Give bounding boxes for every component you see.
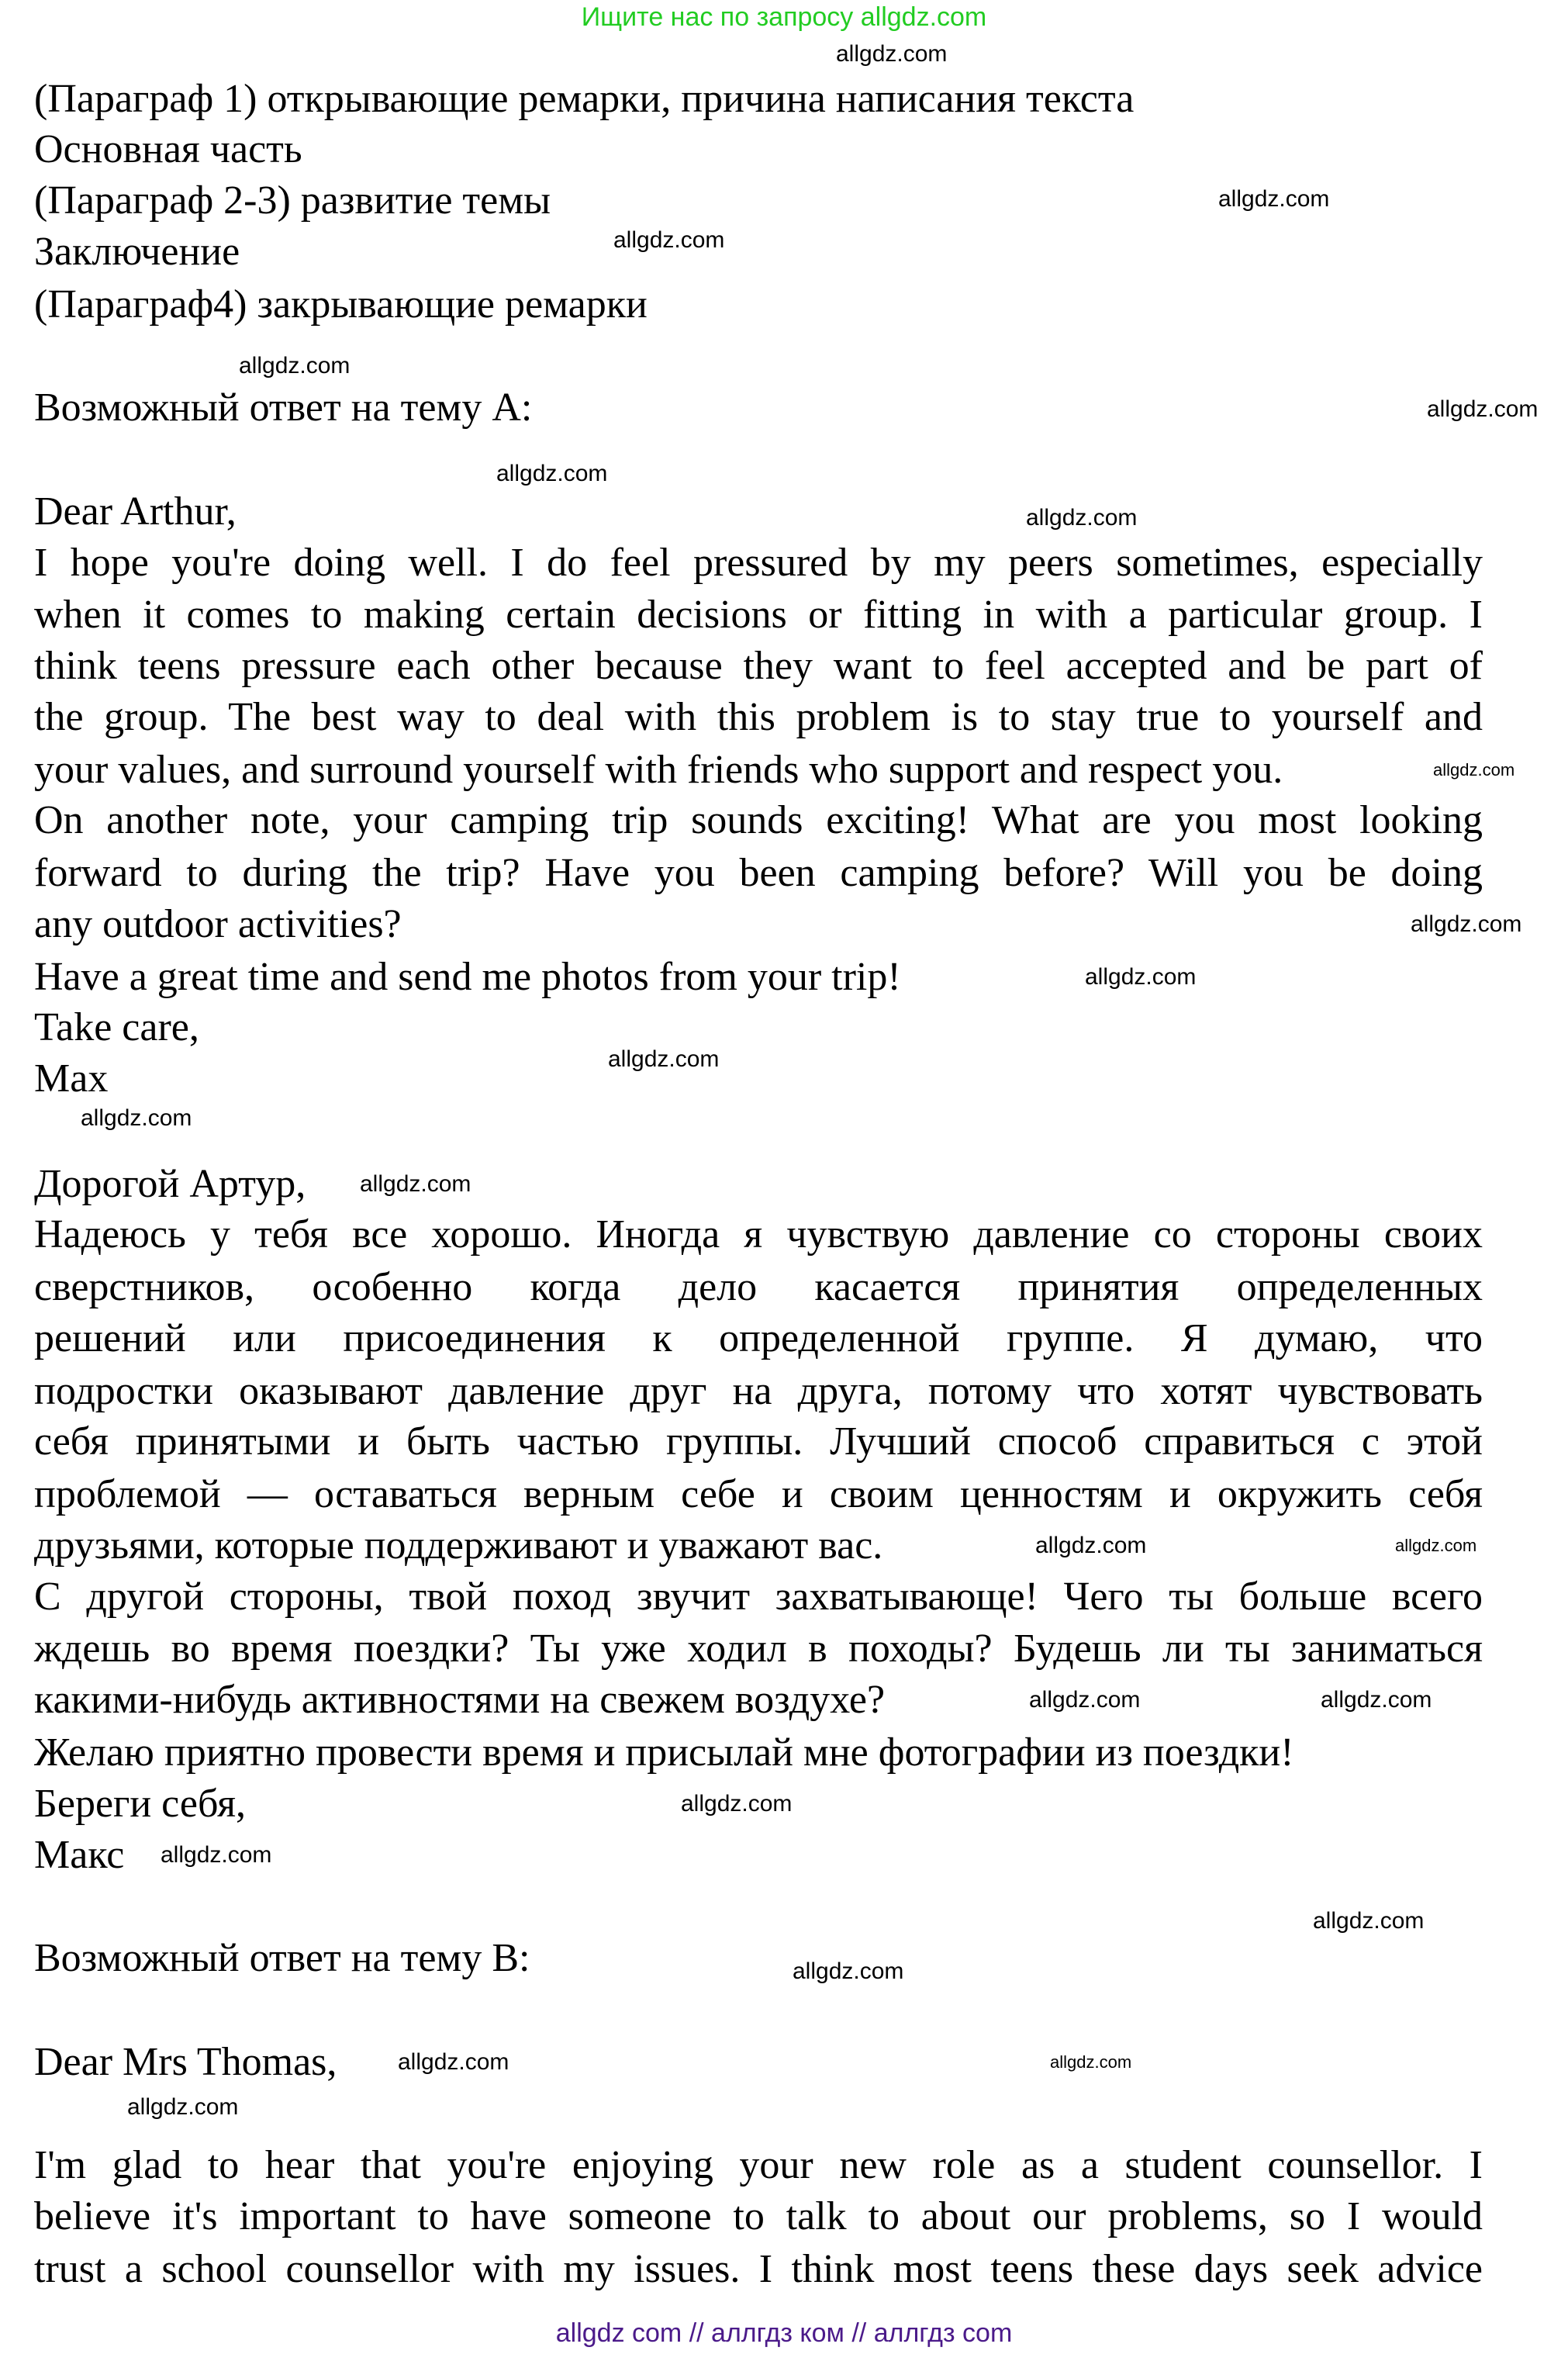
watermark: allgdz.com (1321, 1687, 1432, 1713)
text-line: Дорогой Артур, (34, 1162, 306, 1206)
watermark: allgdz.com (1411, 911, 1522, 937)
promo-banner: Ищите нас по запросу allgdz.com (581, 2, 987, 32)
text-line: ждешь во время поездки? Ты уже ходил в походы? Будешь ли ты заниматься (34, 1626, 1483, 1671)
text-line: Заключение (34, 230, 240, 274)
watermark: allgdz.com (398, 2049, 509, 2075)
watermark: allgdz.com (793, 1958, 904, 1984)
text-line: On another note, your camping trip sounds exciting! What are you most looking (34, 798, 1483, 842)
text-line: Have a great time and send me photos from your trip! (34, 955, 901, 999)
watermark: allgdz.com (1313, 1908, 1425, 1934)
text-line: (Параграф 2-3) развитие темы (34, 178, 551, 223)
watermark: allgdz.com (1218, 186, 1330, 212)
text-line: сверстников, особенно когда дело касается принятия определенных (34, 1265, 1483, 1309)
watermark: allgdz.com (1085, 964, 1197, 990)
text-line: forward to during the trip? Have you been camping before? Will you be doing (34, 851, 1483, 895)
text-line: Max (34, 1056, 109, 1101)
text-line: Основная часть (34, 127, 302, 171)
watermark: allgdz.com (1395, 1536, 1477, 1555)
watermark: allgdz.com (1029, 1687, 1141, 1713)
text-line: I hope you're doing well. I do feel pressured by my peers sometimes, especially (34, 541, 1483, 585)
watermark: allgdz.com (1433, 760, 1515, 780)
watermark: allgdz.com (1427, 396, 1539, 422)
text-line: себя принятыми и быть частью группы. Лучший способ справиться с этой (34, 1419, 1483, 1464)
text-line: Take care, (34, 1005, 199, 1049)
watermark: allgdz.com (1026, 505, 1138, 531)
text-line: Береги себя, (34, 1782, 247, 1826)
watermark: allgdz.com (681, 1791, 793, 1817)
text-line: Dear Arthur, (34, 489, 237, 534)
text-line: think teens pressure each other because they want to feel accepted and be part of (34, 644, 1483, 688)
watermark: allgdz.com (127, 2094, 239, 2120)
text-line: any outdoor activities? (34, 902, 402, 946)
text-line: believe it's important to have someone to talk to about our problems, so I would (34, 2194, 1483, 2238)
watermark: allgdz.com (608, 1046, 720, 1072)
text-line: Макс (34, 1833, 125, 1877)
footer-watermark: allgdz com // аллгдз ком // аллгдз com (555, 2318, 1013, 2348)
watermark: allgdz.com (239, 353, 351, 379)
watermark: allgdz.com (360, 1171, 471, 1197)
watermark: allgdz.com (613, 227, 725, 253)
text-line: друзьями, которые поддерживают и уважают вас. (34, 1523, 883, 1568)
watermark: allgdz.com (161, 1842, 272, 1868)
text-line: when it comes to making certain decisions or fitting in with a particular group. I (34, 593, 1483, 637)
text-line: (Параграф 1) открывающие ремарки, причина написания текста (34, 77, 1135, 121)
watermark: allgdz.com (836, 41, 948, 67)
text-line: your values, and surround yourself with friends who support and respect you. (34, 748, 1283, 792)
watermark: allgdz.com (81, 1105, 192, 1131)
text-line: подростки оказывают давление друг на друга, потому что хотят чувствовать (34, 1369, 1483, 1413)
text-line: I'm glad to hear that you're enjoying your new role as a student counsellor. I (34, 2143, 1483, 2187)
text-line: какими-нибудь активностями на свежем воздухе? (34, 1678, 886, 1722)
text-line: (Параграф4) закрывающие ремарки (34, 282, 648, 327)
text-line: the group. The best way to deal with this problem is to stay true to yourself and (34, 695, 1483, 739)
text-line: Желаю приятно провести время и присылай мне фотографии из поездки! (34, 1730, 1294, 1775)
text-line: решений или присоединения к определенной группе. Я думаю, что (34, 1316, 1483, 1360)
text-line: проблемой — оставаться верным себе и своим ценностям и окружить себя (34, 1472, 1483, 1516)
section-heading: Возможный ответ на тему A: (34, 385, 533, 430)
text-line: С другой стороны, твой поход звучит захватывающе! Чего ты больше всего (34, 1575, 1483, 1619)
text-line: Надеюсь у тебя все хорошо. Иногда я чувствую давление со стороны своих (34, 1212, 1483, 1257)
text-line: Dear Mrs Thomas, (34, 2040, 337, 2084)
watermark: allgdz.com (1035, 1533, 1147, 1558)
text-line: trust a school counsellor with my issues. I think most teens these days seek advice (34, 2247, 1483, 2291)
watermark: allgdz.com (496, 461, 608, 486)
watermark: allgdz.com (1050, 2052, 1132, 2072)
section-heading: Возможный ответ на тему B: (34, 1936, 530, 1980)
